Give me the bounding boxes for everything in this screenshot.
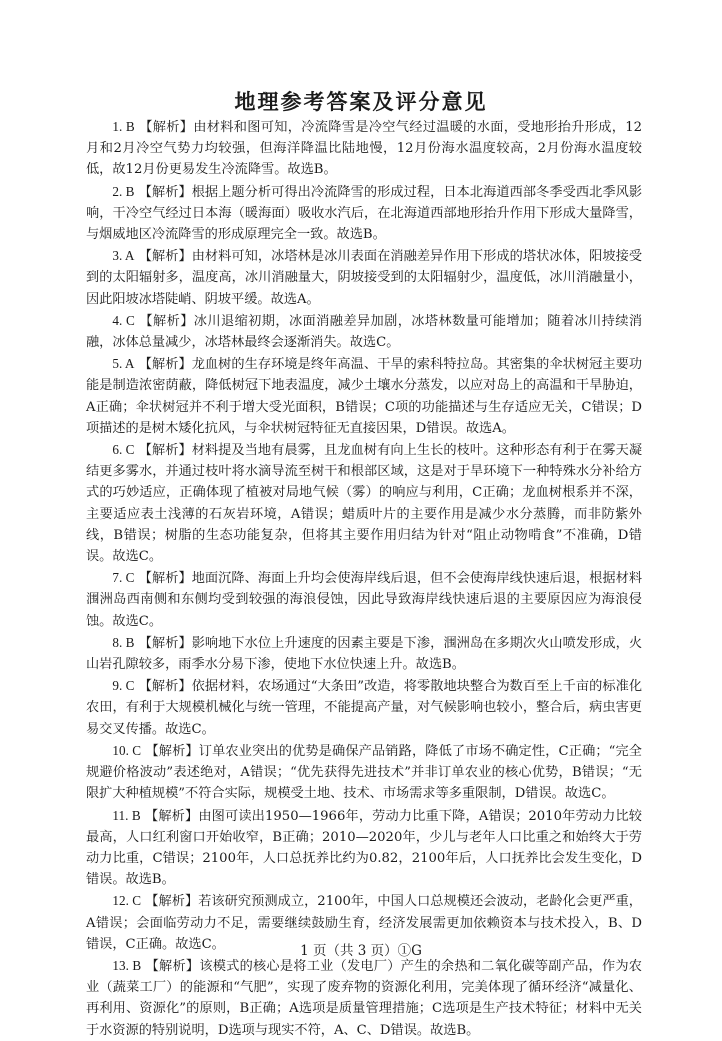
answer-item-1 [86,116,642,181]
answer-explanation: 【解析】由图可读出1950—1966年，劳动力比重下降，A错误；2010年劳动力比较最高，人口红利窗口开始收窄，B正确；2010—2020年，少儿与老年人口比重之和始终大于劳动力比重，C错误；2100年，人口总抚养比约为0.82，2100年后，人口抚养比会发生变化，D错误。故选B。 [86,808,642,888]
answer-number: 8. B [112,634,135,650]
answer-number: 4. C [112,312,135,328]
answer-item-13 [86,955,642,1041]
answer-item-5 [86,353,642,439]
answer-item-3 [86,245,642,310]
answer-item-10 [86,740,642,805]
answer-explanation: 【解析】根据上题分析可得出冷流降雪的形成过程，日本北海道西部冬季受西北季风影响，干冷空气经过日本海（暖海面）吸收水汽后，在北海道西部地形抬升作用下形成大量降雪，与烟威地区冷流降雪的形成原理完全一致。故选B。 [86,184,643,243]
answer-explanation: 【解析】材料提及当地有晨雾，且龙血树有向上生长的枝叶。这种形态有利于在雾天凝结更多雾水，并通过枝叶将水滴导流至树干和根部区域，这是对于旱环境下一种特殊水分补给方式的巧妙适应，正确体现了植被对局地气候（雾）的响应与利用，C正确；龙血树根系并不深，主要适应表土浅薄的石灰岩环境，A错误；蜡质叶片的主要作用是减少水分蒸腾，而非防紫外线，B错误；树脂的生态功能复杂，但将其主要作用归结为针对“阻止动物啃食”不准确，D错误。故选C。 [86,443,643,565]
answer-explanation: 【解析】若该研究预测成立，2100年，中国人口总规模还会波动，老龄化会更严重，A错误；会面临劳动力不足，需要继续鼓励生育，经济发展需更加依赖资本与技术投入，B、D错误，C正确。故选C。 [86,894,642,952]
answer-list [86,116,642,1041]
answer-number: 2. B [112,183,135,199]
answer-item-4 [86,310,642,353]
answer-item-6 [86,439,642,567]
answer-explanation: 【解析】该模式的核心是将工业（发电厂）产生的余热和二氧化碳等副产品，作为农业（蔬菜工厂）的能源和“气肥”，实现了废弃物的资源化利用，完美体现了循环经济“减量化、再利用、资源化”的原则，B正确；A选项是质量管理措施；C选项是生产技术特征；材料中无关于水资源的特别说明，D选项与现实不符，A、C、D错误。故选B。 [86,958,642,1038]
answer-explanation: 【解析】依据材料，农场通过“大条田”改造，将零散地块整合为数百至上千亩的标准化农田，有利于大规模机械化与统一管理，不能提高产量，对气候影响也较小，整合后，病虫害更易交叉传播。故选C。 [86,679,643,737]
answer-explanation: 【解析】由材料可知，冰塔林是冰川表面在消融差异作用下形成的塔状冰体，阳坡接受到的太阳辐射多，温度高，冰川消融量大，阴坡接受到的太阳辐射少，温度低，冰川消融量小，因此阳坡冰塔陡峭、阴坡平缓。故选A。 [86,249,643,307]
answer-explanation: 【解析】订单农业突出的优势是确保产品销路，降低了市场不确定性，C正确；“完全规避价格波动”表述绝对，A错误；“优先获得先进技术”并非订单农业的核心优势，B错误；“无限扩大种植规模”不符合实际，规模受土地、技术、市场需求等多重限制，D错误。故选C。 [86,743,642,802]
answer-explanation: 【解析】影响地下水位上升速度的因素主要是下渗，涠洲岛在多期次火山喷发形成，火山岩孔隙较多，雨季水分易下渗，使地下水位快速上升。故选B。 [86,635,643,673]
answer-number: 13. B [112,957,142,973]
page-title: 地理参考答案及评分意见 [234,90,488,114]
answer-explanation: 【解析】地面沉降、海面上升均会使海岸线后退，但不会使海岸线快速后退，根据材料涠洲岛西南侧和东侧均受到较强的海浪侵蚀，因此导致海岸线快速后退的主要原因应为海浪侵蚀。故选C。 [86,571,643,629]
answer-number: 5. A [112,356,135,372]
page-footer: 1 页（共 3 页）①G [300,943,422,959]
answer-explanation: 【解析】由材料和图可知，冷流降雪是冷空气经过温暖的水面，受地形抬升形成，12月和2月冷空气势力均较强，但海洋降温比陆地慢，12月份海水温度较高，2月份海水温度较低，故12月份更易发生冷流降雪。故选B。 [86,120,642,178]
answer-number: 10. C [112,742,142,758]
answer-item-7 [86,567,642,632]
answer-number: 3. A [112,248,135,264]
answer-number: 1. B [112,119,135,134]
answer-number: 12. C [112,893,142,909]
answer-item-8 [86,632,642,675]
answer-number: 9. C [112,678,135,694]
answer-explanation: 【解析】冰川退缩初期，冰面消融差异加剧，冰塔林数量可能增加；随着冰川持续消融，冰体总量减少，冰塔林最终会逐渐消失。故选C。 [86,313,643,351]
answer-item-2 [86,181,642,246]
answer-number: 7. C [112,570,135,586]
answer-item-9 [86,675,642,740]
answer-explanation: 【解析】龙血树的生存环境是终年高温、干旱的索科特拉岛。其密集的伞状树冠主要功能是制造浓密荫蔽，降低树冠下地表温度，减少土壤水分蒸发，以应对岛上的高温和干旱胁迫，A正确；伞状树冠并不利于增大受光面积，B错误；C项的功能描述与生存适应无关，C错误；D项描述的是树木矮化抗风，与伞状树冠特征无直接因果，D错误。故选A。 [86,357,643,436]
answer-item-11 [86,805,642,891]
answer-number: 11. B [112,807,141,823]
answer-number: 6. C [112,442,135,458]
